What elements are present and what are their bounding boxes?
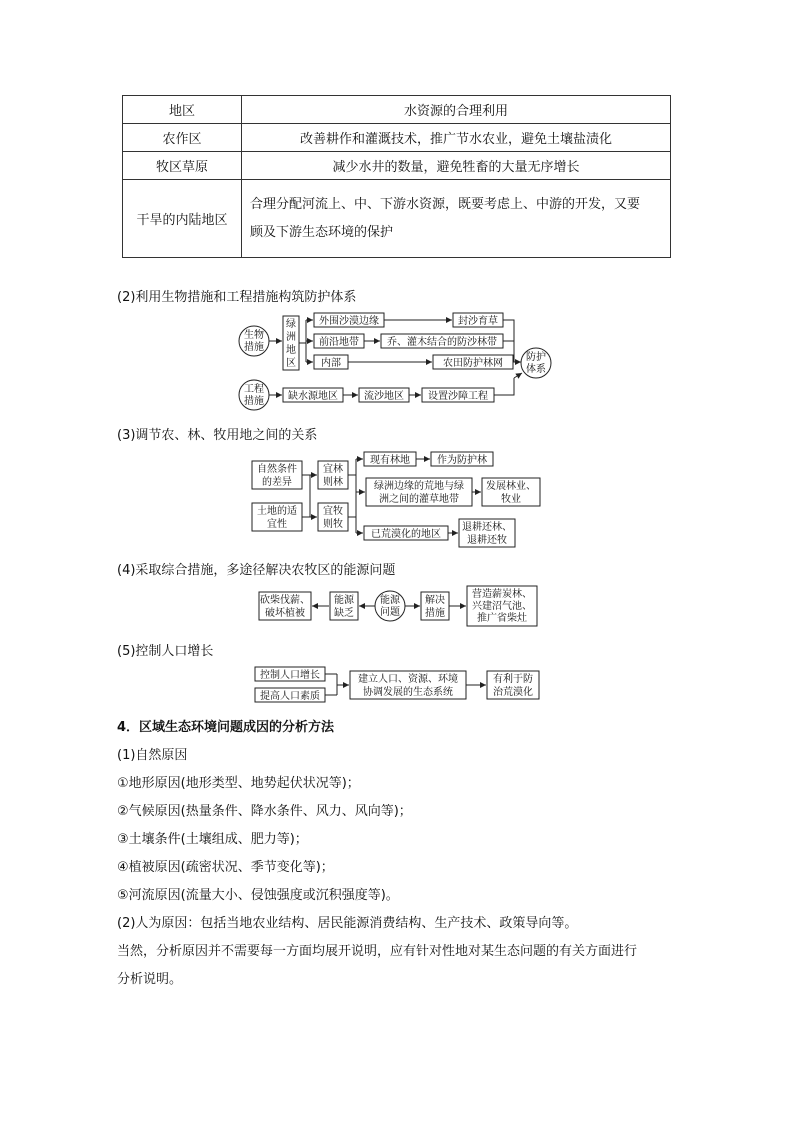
forest-belt-label: 乔、灌木结合的防沙林带: [387, 337, 497, 348]
improve-pop-label: 提高人口素质: [260, 691, 320, 702]
return-label: 退耕还牧: [467, 535, 507, 546]
table-cell-line: 合理分配河流上、中、下游水资源，既要考虑上、中游的开发，又要: [250, 196, 641, 212]
cause-item: ②气候原因(热量条件、降水条件、风力、风向等)；: [117, 804, 412, 819]
oasis-label: 洲: [286, 332, 296, 343]
solve-label: 解决: [425, 595, 445, 606]
desert-edge-label: 洲之间的灌草地带: [379, 494, 459, 505]
forest-rule-label: 宜林: [323, 464, 343, 475]
land-suit-label: 土地的适: [257, 506, 297, 517]
section2-heading: (2)利用生物措施和工程措施构筑防护体系: [117, 290, 357, 305]
land-use-diagram: [252, 452, 540, 547]
energy-problem-label: 能源: [380, 595, 400, 606]
outer-desert-label: 外围沙漠边缘: [319, 316, 379, 327]
cause-item: ①地形原因(地形类型、地势起伏状况等)；: [117, 776, 360, 791]
table-cell-line: 顾及下游生态环境的保护: [250, 224, 394, 240]
energy-measures-label: 兴建沼气池、: [472, 601, 532, 612]
benefit-label: 有利于防: [493, 674, 533, 685]
land-suit-label: 宜性: [267, 519, 287, 530]
table-header-usage: 水资源的合理利用: [242, 96, 671, 124]
cut-vegetation-label: 破坏植被: [265, 608, 305, 619]
pasture-rule-label: 则牧: [323, 519, 343, 530]
note-line: 分析说明。: [117, 972, 183, 987]
protection-system-label: 防护: [526, 352, 546, 363]
natural-diff-label: 的差异: [262, 477, 292, 488]
return-label: 退耕还林、: [462, 522, 512, 533]
oasis-label: 绿: [286, 319, 296, 330]
energy-measures-label: 推广省柴灶: [477, 613, 527, 624]
fengsha-label: 封沙育草: [458, 316, 498, 327]
forest-rule-label: 则林: [323, 477, 343, 488]
note-line: 当然，分析原因并不需要每一方面均展开说明，应有针对性地对某生态问题的有关方面进行: [117, 944, 638, 959]
pasture-rule-label: 宜牧: [323, 506, 343, 517]
bio-measure-label: 生物: [244, 330, 264, 341]
eco-system-label: 协调发展的生态系统: [363, 687, 453, 698]
develop-label: 发展林业、: [486, 481, 536, 492]
section-4-heading: 4．区域生态环境问题成因的分析方法: [117, 720, 335, 735]
table-cell-region: 牧区草原: [123, 152, 242, 180]
control-pop-label: 控制人口增长: [260, 670, 320, 681]
barrier-label: 设置沙障工程: [428, 391, 488, 402]
table-cell-region: 干旱的内陆地区: [123, 180, 242, 258]
section4-heading: (4)采取综合措施，多途径解决农牧区的能源问题: [117, 563, 396, 578]
natural-diff-label: 自然条件: [257, 464, 297, 475]
sand-flow-label: 流沙地区: [364, 391, 404, 402]
eng-measure-label: 措施: [244, 396, 264, 407]
eng-measure-label: 工程: [244, 384, 264, 395]
protection-system-label: 体系: [526, 364, 546, 375]
energy-measures-label: 营造薪炭林、: [472, 589, 532, 600]
benefit-label: 治荒漠化: [493, 687, 533, 698]
eco-system-label: 建立人口、资源、环境: [358, 674, 458, 685]
natural-cause-title: (1)自然原因: [117, 748, 188, 763]
oasis-label: 地: [286, 345, 296, 356]
table-cell-usage: 改善耕作和灌溉技术，推广节水农业，避免土壤盐渍化: [242, 124, 671, 152]
farm-net-label: 农田防护林网: [443, 358, 503, 369]
desertified-label: 已荒漠化的地区: [371, 529, 441, 540]
table-cell-region: 农作区: [123, 124, 242, 152]
as-protect-label: 作为防护林: [437, 455, 487, 466]
cause-item: ⑤河流原因(流量大小、侵蚀强度或沉积强度等)。: [117, 888, 399, 903]
develop-label: 牧业: [501, 494, 521, 505]
inner-label: 内部: [321, 358, 341, 369]
oasis-label: 区: [286, 358, 296, 369]
section3-heading: (3)调节农、林、牧用地之间的关系: [117, 428, 318, 443]
shortage-label: 能源: [334, 595, 354, 606]
shortage-label: 缺乏: [334, 608, 354, 619]
table-header-region: 地区: [123, 96, 242, 124]
human-cause: (2)人为原因：包括当地农业结构、居民能源消费结构、生产技术、政策导向等。: [117, 916, 578, 931]
bio-measure-label: 措施: [244, 342, 264, 353]
section5-heading: (5)控制人口增长: [117, 644, 214, 659]
cut-vegetation-label: 砍柴伐薪、: [260, 595, 310, 606]
existing-forest-label: 现有林地: [370, 455, 410, 466]
front-zone-label: 前沿地带: [319, 337, 359, 348]
population-diagram: [255, 667, 539, 702]
cause-item: ③土壤条件(土壤组成、肥力等)；: [117, 832, 308, 847]
table-cell-usage: 减少水井的数量，避免牲畜的大量无序增长: [242, 152, 671, 180]
desert-edge-label: 绿洲边缘的荒地与绿: [374, 481, 464, 492]
energy-problem-label: 问题: [380, 607, 400, 618]
protection-system-diagram: [239, 313, 551, 410]
lack-water-label: 缺水源地区: [288, 391, 338, 402]
solve-label: 措施: [425, 608, 445, 619]
energy-diagram: [259, 586, 537, 626]
cause-item: ④植被原因(疏密状况、季节变化等)；: [117, 860, 334, 875]
